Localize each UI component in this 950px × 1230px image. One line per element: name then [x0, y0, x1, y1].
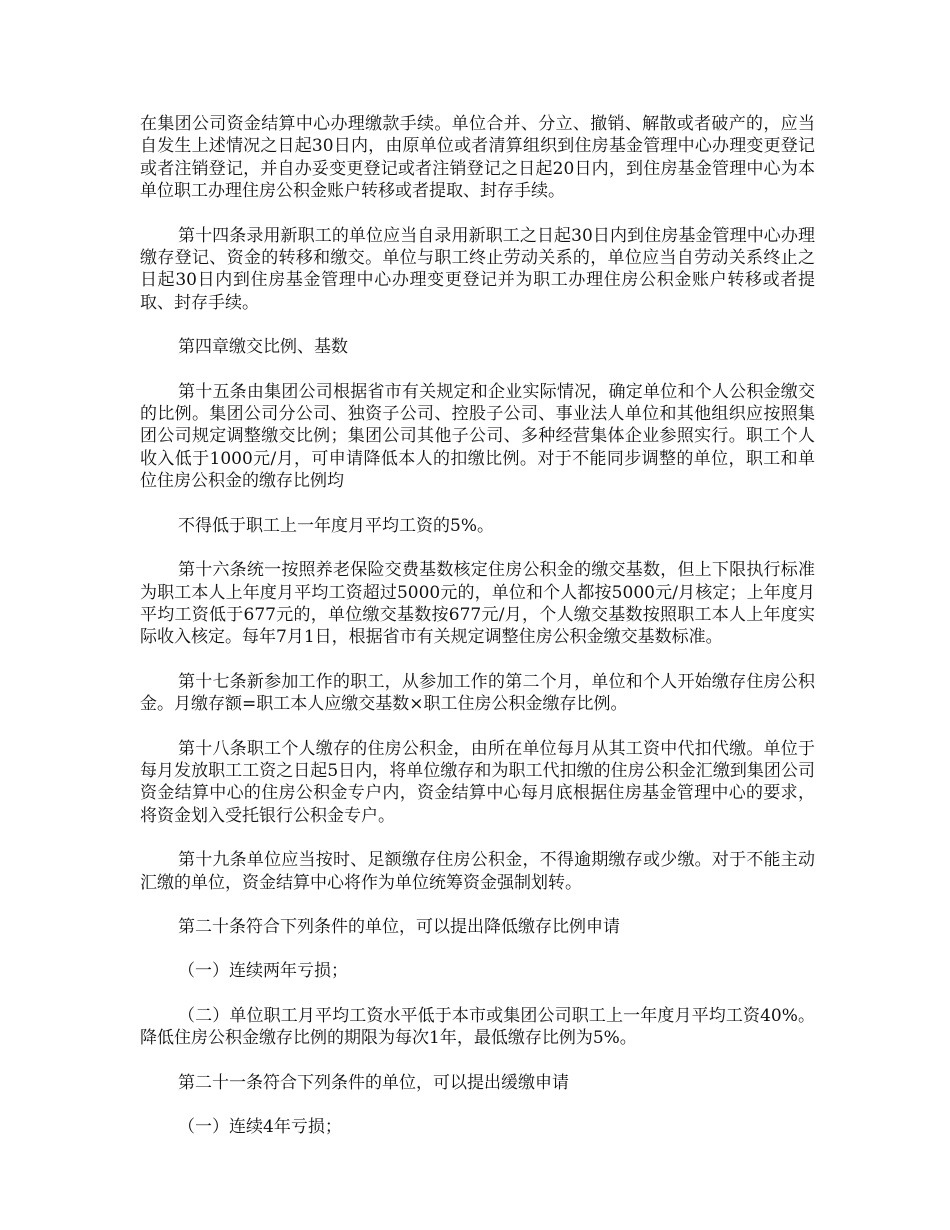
paragraph-article-15-continued: 不得低于职工上一年度月平均工资的5%。 — [178, 515, 494, 536]
paragraph-article-15: 第十五条由集团公司根据省市有关规定和企业实际情况，确定单位和个人公积金缴交的比例。集团公司分公司、独资子公司、控股子公司、事业法人单位和其他组织应按照集团公司规定调整缴交比例；集团公司其他子公司、多种经营集体企业参照实行。职工个人收入低于1000元/月，可申请降低本人的扣缴比例。对于不能同步调整的单位，职工和单位住房公积金的缴存比例均 — [140, 381, 815, 492]
chapter-heading-4: 第四章缴交比例、基数 — [178, 337, 348, 358]
paragraph-article-18: 第十八条职工个人缴存的住房公积金，由所在单位每月从其工资中代扣代缴。单位于每月发放职工工资之日起5日内，将单位缴存和为职工代扣缴的住房公积金汇缴到集团公司资金结算中心的住房公积金专户内，资金结算中心每月底根据住房基金管理中心的要求，将资金划入受托银行公积金专户。 — [140, 738, 815, 826]
list-item-article-21-1: （一）连续4年亏损； — [178, 1117, 342, 1137]
paragraph-article-19: 第十九条单位应当按时、足额缴存住房公积金，不得逾期缴存或少缴。对于不能主动汇缴的单位，资金结算中心将作为单位统筹资金强制划转。 — [140, 850, 815, 893]
paragraph-article-21: 第二十一条符合下列条件的单位，可以提出缓缴申请 — [178, 1072, 569, 1093]
paragraph-article-16: 第十六条统一按照养老保险交费基数核定住房公积金的缴交基数，但上下限执行标准为职工本人上年度月平均工资超过5000元的，单位和个人都按5000元/月核定；上年度月平均工资低于677元的，单位缴交基数按677元/月，个人缴交基数按照职工本人上年度实际收入核定。每年7月1日，根据省市有关规定调整住房公积金缴交基数标准。 — [140, 560, 815, 648]
paragraph-article-14: 第十四条录用新职工的单位应当自录用新职工之日起30日内到住房基金管理中心办理缴存登记、资金的转移和缴交。单位与职工终止劳动关系的，单位应当自劳动关系终止之日起30日内到住房基金管理中心办理变更登记并为职工办理住房公积金账户转移或者提取、封存手续。 — [140, 225, 815, 313]
list-item-article-20-2: （二）单位职工月平均工资水平低于本市或集团公司职工上一年度月平均工资40%。降低住房公积金缴存比例的期限为每次1年，最低缴存比例为5%。 — [140, 1005, 815, 1049]
paragraph-article-17: 第十七条新参加工作的职工，从参加工作的第二个月，单位和个人开始缴存住房公积金。月缴存额=职工本人应缴交基数×职工住房公积金缴存比例。 — [140, 671, 815, 715]
paragraph-continuation: 在集团公司资金结算中心办理缴款手续。单位合并、分立、撤销、解散或者破产的，应当自发生上述情况之日起30日内，由原单位或者清算组织到住房基金管理中心办理变更登记或者注销登记，并自办妥变更登记或者注销登记之日起20日内，到住房基金管理中心为本单位职工办理住房公积金账户转移或者提取、封存手续。 — [140, 114, 815, 202]
paragraph-article-20: 第二十条符合下列条件的单位，可以提出降低缴存比例申请 — [178, 916, 620, 937]
list-item-article-20-1: （一）连续两年亏损； — [178, 961, 348, 982]
document-page — [140, 113, 815, 1160]
